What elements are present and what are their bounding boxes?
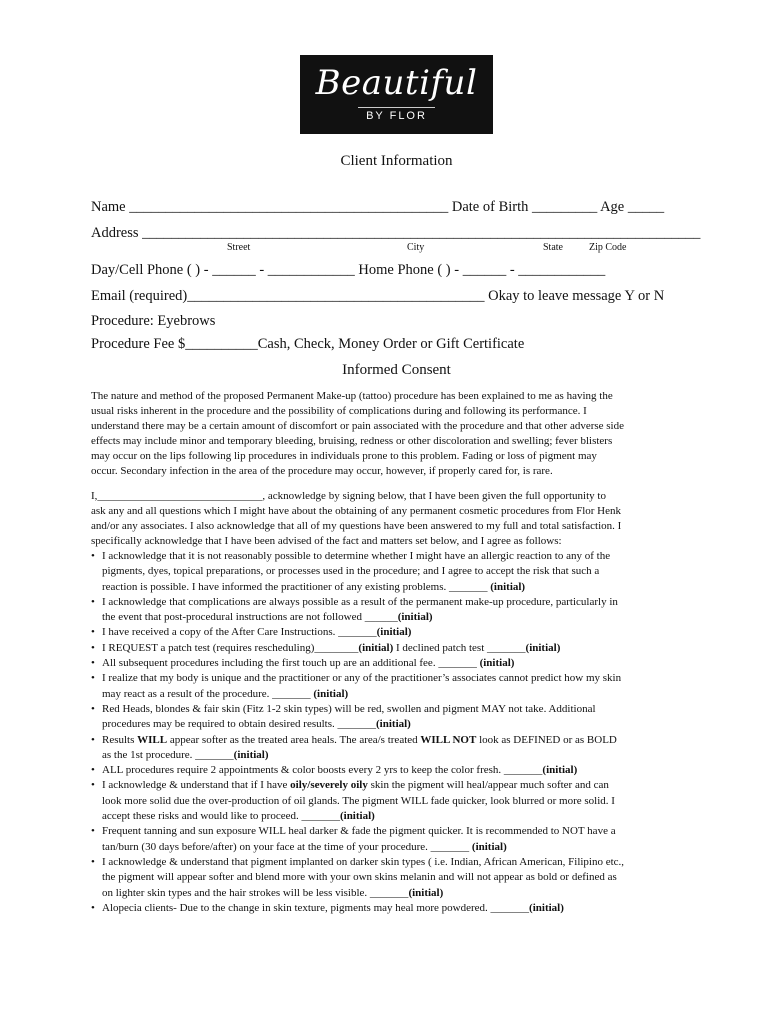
bullet-line: tan/burn (30 days before/after) on your face at the time of your procedure. _______ (initial) — [102, 840, 507, 853]
bullet-line: I acknowledge & understand that pigment implanted on darker skin types ( i.e. Indian, African American, Filipino etc., — [102, 855, 625, 868]
logo-subtext: BY FLOR — [366, 110, 427, 122]
consent-bullet-item — [91, 656, 703, 671]
bullet-line: reaction is possible. I have informed the practitioner of any existing problems. _______ (initial) — [102, 580, 526, 593]
consent-bullet-item — [91, 702, 703, 733]
consent-bullet-item — [91, 763, 703, 778]
consent-bullet-list — [91, 549, 703, 916]
intro-line: understand there may be a certain amount of discomfort or pain associated with the procedure and that other adverse side — [91, 420, 625, 432]
consent-bullet-item — [91, 671, 703, 702]
procedure-field: Procedure: Eyebrows — [91, 313, 216, 329]
bullet-line: pigments, dyes, topical preparations, or processes used in the procedure; and I agree to accept the risk that such a — [102, 565, 600, 578]
bullet-line: Frequent tanning and sun exposure WILL heal darker & fade the pigment quicker. It is recommended to NOT have a — [102, 825, 616, 838]
intro-line: usual risks inherent in the procedure and the possibility of complications during and following its performance. I — [91, 405, 587, 417]
address-zip-label: Zip Code — [589, 242, 627, 253]
bullet-line: procedures may be required to obtain desired results. _______(initial) — [102, 718, 411, 731]
brand-logo — [300, 55, 493, 134]
bullet-icon: • — [91, 641, 95, 654]
bullet-icon: • — [91, 825, 95, 838]
initial-field[interactable]: (initial) — [358, 641, 394, 654]
bullet-line: I REQUEST a patch test (requires rescheduling)________(initial) I declined patch test _______(initial) — [102, 641, 561, 654]
bullet-line: on lighter skin types and the hair strokes will be less visible. _______(initial) — [102, 886, 444, 899]
bullet-line: as the 1st procedure. _______(initial) — [102, 748, 269, 761]
bullet-icon: • — [91, 733, 95, 746]
bullet-line: the event that post-procedural instructions are not followed ______(initial) — [102, 611, 433, 624]
bullet-line: I have received a copy of the After Care Instructions. _______(initial) — [102, 626, 412, 639]
bullet-line: I realize that my body is unique and the practitioner or any of the practitioner’s associates cannot predict how my skin — [102, 672, 622, 685]
consent-bullet-item — [91, 778, 703, 824]
consent-bullet-item — [91, 625, 703, 640]
ack-line: I,______________________________, acknowledge by signing below, that I have been given the full opportunity to — [91, 490, 606, 502]
initial-field[interactable]: (initial) — [233, 748, 269, 761]
bullet-icon: • — [91, 672, 95, 685]
bullet-line: All subsequent procedures including the first touch up are an additional fee. _______ (initial) — [102, 657, 515, 670]
intro-line: The nature and method of the proposed Permanent Make-up (tattoo) procedure has been explained to me as having the — [91, 390, 613, 402]
bullet-line: I acknowledge that it is not reasonably possible to determine whether I might have an allergic reaction to any of the — [102, 550, 611, 562]
bullet-line: look more solid due the over-production of oil glands. The pigment WILL fade quicker, look blurred or more solid. I — [102, 794, 615, 807]
bullet-icon: • — [91, 550, 95, 562]
bullet-icon: • — [91, 595, 95, 608]
address-field[interactable]: Address _____________________________________________________________________________ — [91, 225, 701, 241]
consent-bullet-item — [91, 549, 703, 595]
bullet-icon: • — [91, 855, 95, 868]
bullet-line: accept these risks and would like to proceed. _______(initial) — [102, 810, 375, 823]
bullet-line: I acknowledge that complications are always possible as a result of the permanent make-up procedure, particularly in — [102, 595, 618, 608]
bullet-icon: • — [91, 779, 95, 792]
consent-title: Informed Consent — [342, 362, 451, 378]
ack-line: specifically acknowledge that I have been advised of the fact and matters set below, and I agree as follows: — [91, 535, 562, 547]
intro-line: occur. Secondary infection in the area of the procedure may occur, however, if properly cared for, is rare. — [91, 465, 553, 477]
bullet-line: Alopecia clients- Due to the change in skin texture, pigments may heal more powdered. _______(initial) — [102, 901, 564, 914]
consent-bullet-item — [91, 855, 703, 901]
consent-bullet-item — [91, 733, 703, 764]
bullet-icon: • — [91, 764, 95, 777]
email-field[interactable]: Email (required)_________________________________________ Okay to leave message Y or N — [91, 288, 665, 304]
address-state-label: State — [543, 242, 563, 253]
bullet-line: Results WILL appear softer as the treated area heals. The area/s treated WILL NOT look as DEFINED or as BOLD — [102, 733, 617, 746]
ack-line: ask any and all questions which I might have about the obtaining of any permanent cosmetic procedures from Flor Henk — [91, 505, 621, 517]
bullet-line: I acknowledge & understand that if I have oily/severely oily skin the pigment will heal/appear much softer and can — [102, 779, 609, 792]
bullet-line: ALL procedures require 2 appointments & color boosts every 2 yrs to keep the color fresh. _______(initial) — [102, 764, 578, 777]
bullet-line: Red Heads, blondes & fair skin (Fitz 1-2 skin types) will be red, swollen and pigment MAY not take. Additional — [102, 702, 596, 715]
logo-divider — [358, 107, 435, 108]
bullet-icon: • — [91, 626, 95, 639]
initial-field[interactable]: (initial) — [471, 840, 507, 853]
bullet-icon: • — [91, 657, 95, 670]
intro-line: may occur on the lips following lip procedures in individuals prone to this problem. Fading or loss of pigment may — [91, 450, 597, 462]
consent-bullet-item — [91, 641, 703, 656]
initial-field[interactable]: (initial) — [339, 810, 375, 823]
initial-field[interactable]: (initial) — [397, 611, 433, 624]
consent-bullet-item — [91, 595, 703, 626]
page-title: Client Information — [340, 153, 453, 169]
consent-bullet-item — [91, 824, 703, 855]
bullet-icon: • — [91, 702, 95, 715]
consent-bullet-item — [91, 901, 703, 916]
consent-intro — [91, 389, 701, 479]
ack-line: and/or any associates. I also acknowledge that all of my questions have been answered to my full and total satisfaction. I — [91, 520, 622, 532]
address-city-label: City — [407, 242, 425, 253]
name-dob-age-field[interactable]: Name ____________________________________________ Date of Birth _________ Age _____ — [91, 199, 665, 215]
initial-field[interactable]: (initial) — [542, 764, 578, 777]
logo-script-text: Beautiful — [315, 63, 478, 103]
bullet-line: may react as a result of the procedure. _______ (initial) — [102, 687, 349, 700]
phone-field[interactable]: Day/Cell Phone ( ) - ______ - ____________ Home Phone ( ) - ______ - ____________ — [91, 262, 606, 278]
initial-field[interactable]: (initial) — [408, 886, 444, 899]
initial-field[interactable]: (initial) — [529, 901, 564, 914]
initial-field[interactable]: (initial) — [490, 580, 526, 593]
address-street-label: Street — [227, 242, 251, 253]
initial-field[interactable]: (initial) — [479, 657, 515, 670]
procedure-fee-field[interactable]: Procedure Fee $__________Cash, Check, Money Order or Gift Certificate — [91, 336, 525, 352]
bullet-line: the pigment will appear softer and blend more with your own skins melanin and will not appear as bold or defined as — [102, 871, 617, 884]
initial-field[interactable]: (initial) — [525, 641, 561, 654]
initial-field[interactable]: (initial) — [376, 626, 412, 639]
intro-line: effects may include minor and temporary bleeding, bruising, redness or other discoloration and swelling; fever blisters — [91, 435, 613, 447]
initial-field[interactable]: (initial) — [313, 687, 349, 700]
consent-acknowledgement — [91, 489, 701, 549]
bullet-icon: • — [91, 901, 95, 914]
initial-field[interactable]: (initial) — [376, 718, 411, 731]
